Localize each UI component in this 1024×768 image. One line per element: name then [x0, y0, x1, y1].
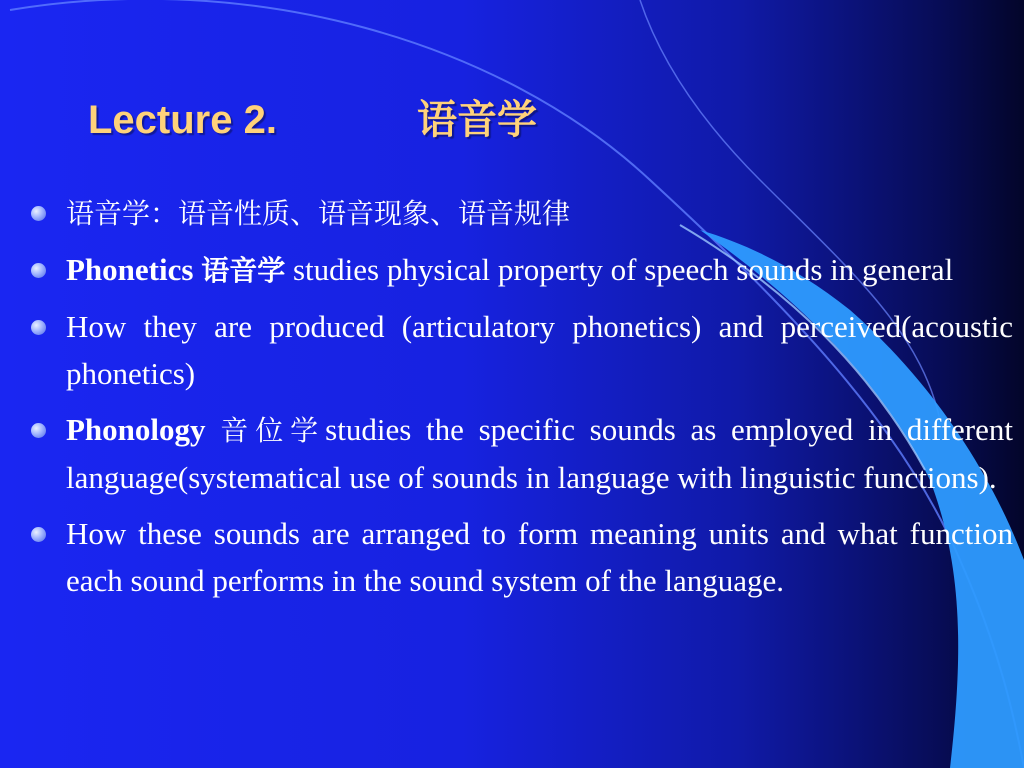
- bullet-dot-icon: [31, 527, 46, 542]
- bullet-dot-icon: [31, 206, 46, 221]
- title-english: Lecture 2.: [88, 98, 277, 142]
- term-phonology: Phonology: [66, 412, 206, 447]
- slide-title: [88, 96, 537, 144]
- bullet-text: studies physical property of speech sounds in general: [292, 252, 954, 287]
- bullet-text: How these sounds are arranged to form meaning units and what function each sound performs in the sound system of the language.: [66, 516, 1013, 598]
- bullet-text: 语音学：语音性质、语音现象、语音规律: [66, 197, 571, 230]
- bullet-dot-icon: [31, 423, 46, 438]
- bullet-item: [30, 510, 1013, 604]
- bullet-dot-icon: [31, 320, 46, 335]
- term-phonology-chinese: 音位学: [220, 414, 326, 447]
- bullet-list: [30, 189, 1013, 613]
- term-phonetics: Phonetics: [66, 252, 194, 287]
- bullet-item: [30, 189, 1013, 237]
- bullet-text: How they are produced (articulatory phonetics) and perceived(acoustic phonetics): [66, 309, 1013, 391]
- title-chinese: 语音学: [416, 98, 537, 142]
- bullet-item: [30, 303, 1013, 397]
- bullet-item: [30, 246, 1013, 294]
- bullet-dot-icon: [31, 263, 46, 278]
- bullet-item: [30, 406, 1013, 501]
- term-phonetics-chinese: 语音学: [201, 254, 286, 287]
- bullet-text: studies the specific sounds as employed in different language(systematical use of sounds in language with linguistic functions).: [66, 412, 1013, 495]
